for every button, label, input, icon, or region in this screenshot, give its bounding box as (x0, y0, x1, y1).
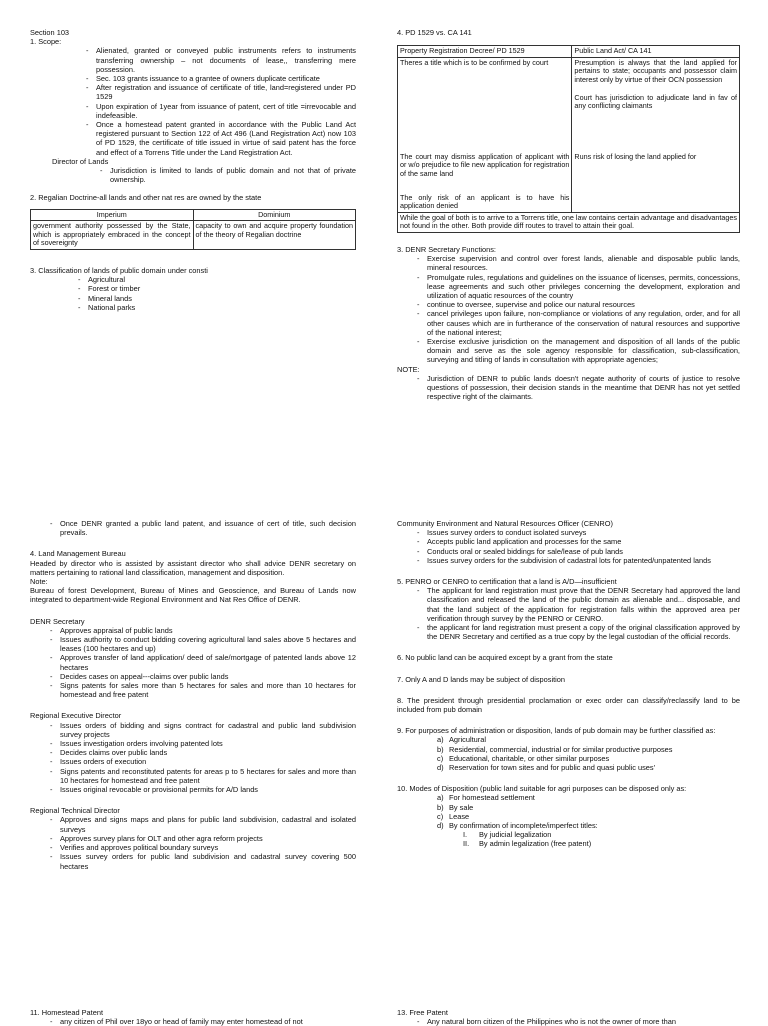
list-item: - Exercise exclusive jurisdiction on the management and disposition of all lands of the public domain and serve as the sole agency responsible for classification, sub-classification, surveying and titling of lands in consultation with appropriate agencies; (427, 337, 740, 365)
list-item: - Approves appraisal of public lands (60, 626, 356, 635)
ca-presumption-text: Presumption is always that the land applied for pertains to state; occupants and possessor claim interest only by virtue of their OCN possession (574, 57, 737, 84)
list-item: - cancel privileges upon failure, non-compliance or violations of any regulation, order, and for all other causes which are in furtherance of the conservation of natural resources and supportive of the national interest; (427, 309, 740, 337)
page1-right-column (397, 28, 740, 401)
list-item: - any citizen of Phil over 18yo or head of family may enter homestead of not (60, 1017, 356, 1026)
list-item (437, 735, 740, 745)
homestead-heading: 11. Homestead Patent (30, 1008, 103, 1017)
denr-secretary-heading: DENR Secretary (30, 616, 85, 626)
list-item: - Decides claims over public lands (60, 748, 356, 757)
intro-list (30, 519, 356, 537)
list-marker: a) (437, 735, 444, 745)
note-label: NOTE: (397, 364, 420, 374)
regalian-heading: 2. Regalian Doctrine-all lands and other nat res are owned by the state (30, 193, 262, 203)
list-item: - Accepts public land application and processes for the same (427, 537, 740, 546)
list-item: - Any natural born citizen of the Philippines who is not the owner of more than (427, 1017, 740, 1026)
page2-right-column (397, 519, 740, 849)
ca-column-cell (572, 57, 740, 212)
list-item: - Mineral lands (88, 294, 356, 303)
list-item: - National parks (88, 303, 356, 312)
denr-secretary-list (30, 626, 356, 700)
free-patent-heading: 13. Free Patent (397, 1008, 448, 1017)
list-marker: d) (437, 821, 444, 831)
page3-left-column (30, 1008, 356, 1026)
list-item: - Issues orders of bidding and signs contract for cadastral and public land subdivision survey projects (60, 721, 356, 739)
note-list (397, 374, 740, 402)
item-10: 10. Modes of Disposition (public land suitable for agri purposes can be disposed only as: (397, 784, 687, 794)
list-marker: c) (437, 753, 444, 763)
red-heading: Regional Executive Director (30, 711, 122, 721)
list-item: - Approves and signs maps and plans for public land subdivision, cadastral and isolated surveys (60, 815, 356, 833)
list-marker: c) (437, 811, 444, 821)
director-bullet-list (30, 166, 356, 184)
item-9-list (397, 735, 740, 772)
list-item-text: Agricultural (449, 735, 486, 745)
classification-list (30, 275, 356, 312)
cenro-list (397, 528, 740, 565)
list-item: - The applicant for land registration must prove that the DENR Secretary had approved the land classification and released the land of the public domain as alienable and... disposable, and that the land subject of the application for registration falls within the approved area per verification through survey by the PENRO or CENRO. (427, 586, 740, 623)
list-item: - Exercise supervision and control over forest lands, alienable and disposable public lands, mineral resources. (427, 254, 740, 272)
homestead-list (30, 1017, 356, 1026)
cenro-heading: Community Environment and Natural Resources Officer (CENRO) (397, 519, 613, 528)
list-item: - Jurisdiction of DENR to public lands doesn't negate authority of courts of justice to resolve questions of possession, their decision stands in the meantime that DENR has not yet settled respective right of the claimants. (427, 374, 740, 402)
scope-bullet-list (30, 46, 356, 156)
pd-risk-text: The only risk of an applicant is to have his application denied (400, 192, 570, 211)
ca-risk-text: Runs risk of losing the land applied for (574, 151, 697, 161)
item-7: 7. Only A and D lands may be subject of disposition (397, 674, 566, 684)
list-marker: I. (463, 830, 468, 840)
item-8: 8. The president through presidential proclamation or exec order can classify/reclassify land to be included from pub domain (397, 695, 740, 715)
list-item (437, 802, 740, 812)
list-item: - Signs patents and reconstituted patents for areas p to 5 hectares for sales and more than 10 hectares for homestead and free patent (60, 767, 356, 785)
list-marker: a) (437, 793, 444, 803)
list-item: - continue to oversee, supervise and police our natural resources (427, 300, 740, 309)
list-item-text: By sale (449, 802, 474, 812)
list-item: - Issues survey orders for the subdivision of cadastral lots for patented/unpatented lands (427, 556, 740, 565)
list-item-text: Lease (449, 811, 470, 821)
table-cell-imperium: government authority possessed by the State, which is appropriately embraced in the concept of sovereignty (31, 221, 194, 250)
ca-court-text: Court has jurisdiction to adjudicate land in fav of any conflicting claimants (574, 92, 737, 111)
list-item: - the applicant for land registration must present a copy of the original classification approved by the DENR Secretary and certified as a true copy by the legal custodian of the official records. (427, 623, 740, 641)
list-item: - Conducts oral or sealed biddings for sale/lease of pub lands (427, 547, 740, 556)
list-item: - Issues authority to conduct bidding covering agricultural land sales above 5 hectares and leases (100 hectares and up) (60, 635, 356, 653)
scope-heading: 1. Scope: (30, 37, 62, 47)
list-item: - Verifies and approves political boundary surveys (60, 843, 356, 852)
classification-heading: 3. Classification of lands of public domain under consti (30, 266, 208, 276)
list-item: - Promulgate rules, regulations and guidelines on the issuance of licenses, permits, concessions, lease agreements and such other privileges concerning the development, exploration and utilization of aquatic resources of the country (427, 273, 740, 301)
pd-vs-ca-table (397, 45, 740, 233)
list-item: - Decides cases on appeal---claims over public lands (60, 672, 356, 681)
lmb-text: Headed by director who is assisted by assistant director who shall advice DENR secretary on matters pertaining to rational land classification, management and disposition. (30, 558, 356, 577)
list-item: - Issues investigation orders involving patented lots (60, 739, 356, 748)
page2-left-column (30, 519, 356, 871)
list-item (437, 744, 740, 754)
list-item: - Sec. 103 grants issuance to a grantee of owners duplicate certificate (96, 74, 356, 83)
item-10-sublist (397, 830, 740, 848)
item-10-list (397, 793, 740, 830)
list-item: - Once a homestead patent granted in accordance with the Public Land Act registered pursuant to Section 122 of Act 496 (Land Registration Act) now 103 of PD 1529, the certificate of title issued in virtue of said patent has the force and effect of a Torrens Title under the Land Registration Act. (96, 120, 356, 157)
denr-functions-heading: 3. DENR Secretary Functions: (397, 244, 496, 254)
list-item (437, 753, 740, 763)
denr-functions-list (397, 254, 740, 364)
table-header-pd1529: Property Registration Decree/ PD 1529 (398, 46, 572, 58)
pd-vs-ca-heading: 4. PD 1529 vs. CA 141 (397, 28, 472, 37)
list-item-text: Residential, commercial, industrial or for similar productive purposes (449, 744, 673, 754)
list-item: - Approves transfer of land application/ deed of sale/mortgage of patented lands above 12 hectares (60, 653, 356, 671)
list-item: - Alienated, granted or conveyed public instruments refers to instruments transferring ownership – not documents of lease,, transferring mere possession. (96, 46, 356, 74)
pd-title-confirmed-text: Theres a title which is to be confirmed by court (400, 57, 549, 67)
list-item (463, 839, 740, 849)
pd-dismiss-text: The court may dismiss application of applicant with or w/o prejudice to file new application for registration of the same land (400, 151, 570, 178)
lmb-note-text: Bureau of forest Development, Bureau of Mines and Geoscience, and Bureau of Lands now integrated to department-wide Regional Environment and Nat Res Office of DENR. (30, 586, 356, 605)
item-9: 9. For purposes of administration or disposition, lands of pub domain may be further classified as: (397, 726, 716, 736)
list-marker: b) (437, 802, 444, 812)
list-item (437, 763, 740, 773)
page1-left-column (30, 28, 356, 312)
list-marker: d) (437, 763, 444, 773)
list-item (437, 793, 740, 803)
list-item: - Issues original revocable or provisional permits for A/D lands (60, 785, 356, 794)
penro-heading: 5. PENRO or CENRO to certification that a land is A/D—insufficient (397, 577, 617, 587)
list-item-text: For homestead settlement (449, 793, 535, 803)
list-item (437, 811, 740, 821)
table-header-dominium: Dominium (193, 209, 356, 221)
page3-right-column (397, 1008, 740, 1026)
list-item: - Forest or timber (88, 284, 356, 293)
list-item: - Jurisdiction is limited to lands of public domain and not that of private ownership. (110, 166, 356, 184)
list-marker: b) (437, 744, 444, 754)
table-header-imperium: Imperium (31, 209, 194, 221)
pd-column-cell (398, 57, 572, 212)
section-title: Section 103 (30, 28, 70, 37)
list-item: - Once DENR granted a public land patent, and issuance of cert of title, such decision prevails. (60, 519, 356, 537)
rtd-heading: Regional Technical Director (30, 806, 120, 816)
list-item: - Agricultural (88, 275, 356, 284)
list-marker: II. (463, 839, 470, 849)
list-item: - Signs patents for sales more than 5 hectares for sales and more than 10 hectares for homestead and free patent (60, 681, 356, 699)
rtd-list (30, 815, 356, 870)
list-item-text: Educational, charitable, or other similar purposes (449, 753, 610, 763)
penro-list (397, 586, 740, 641)
list-item (463, 830, 740, 840)
red-list (30, 721, 356, 795)
list-item (437, 821, 740, 831)
director-heading: Director of Lands (52, 156, 109, 166)
imperium-dominium-table (30, 209, 356, 250)
list-item-text: By admin legalization (free patent) (479, 839, 592, 849)
list-item: - Issues survey orders to conduct isolated surveys (427, 528, 740, 537)
list-item: - Approves survey plans for OLT and other agra reform projects (60, 834, 356, 843)
item-6: 6. No public land can be acquired except by a grant from the state (397, 653, 613, 663)
list-item: - After registration and issuance of certificate of title, land=registered under PD 1529 (96, 83, 356, 101)
list-item-text: By judicial legalization (479, 830, 552, 840)
lmb-note-label: Note: (30, 577, 48, 587)
list-item-text: By confirmation of incomplete/imperfect titles: (449, 821, 598, 831)
pd-vs-ca-footer: While the goal of both is to arrive to a Torrens title, one law contains certain advantage and disadvantages not found in the other. Both provide diff routes to travel to attain their goal. (398, 212, 740, 232)
list-item: - Issues survey orders for public land subdivision and cadastral survey covering 500 hectares (60, 852, 356, 870)
table-cell-dominium: capacity to own and acquire property foundation of the theory of Regalian doctrine (193, 221, 356, 250)
list-item-text: Reservation for town sites and for public and quasi public uses' (449, 763, 655, 773)
list-item: - Upon expiration of 1year from issuance of patent, cert of title =irrevocable and indefeasible. (96, 102, 356, 120)
list-item: - Issues orders of execution (60, 757, 356, 766)
free-patent-list (397, 1017, 740, 1026)
table-header-ca141: Public Land Act/ CA 141 (572, 46, 740, 58)
lmb-heading: 4. Land Management Bureau (30, 549, 126, 559)
